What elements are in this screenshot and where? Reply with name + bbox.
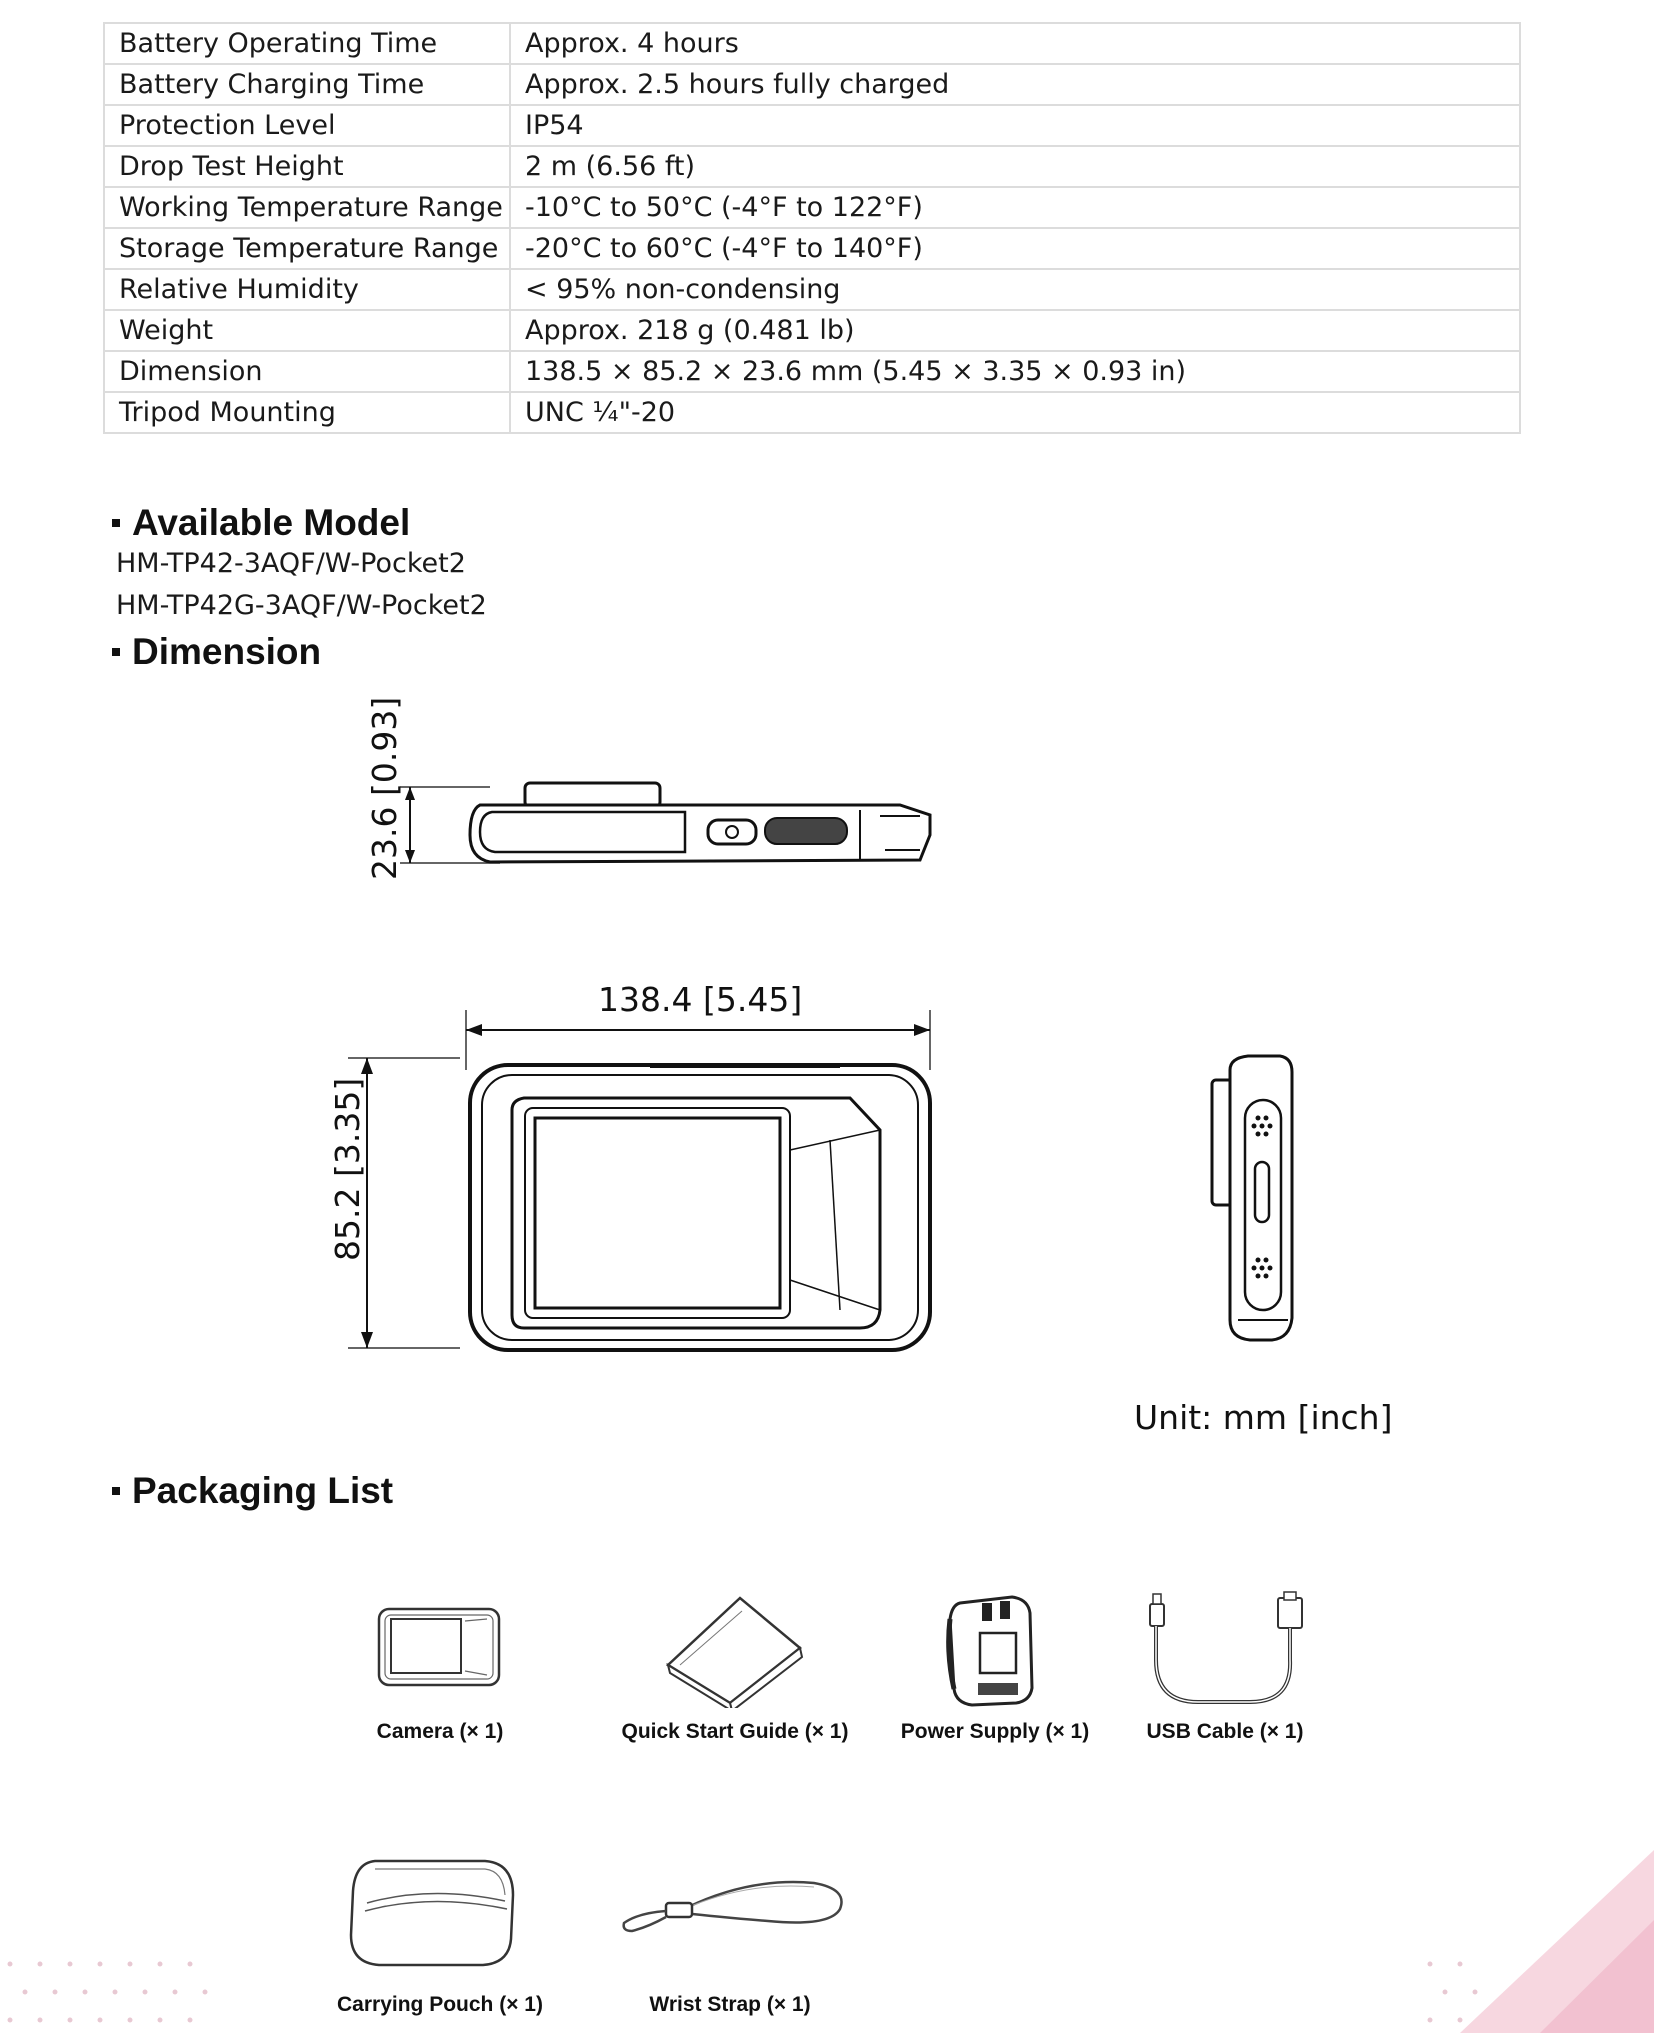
spec-key: Weight [104,310,510,351]
spec-value: Approx. 2.5 hours fully charged [510,64,1520,105]
power-adapter-icon [942,1593,1042,1708]
width-dimension-label: 138.4 [5.45] [598,980,803,1019]
spec-key: Tripod Mounting [104,392,510,433]
wrist-strap-icon [618,1875,848,1945]
model-item: HM-TP42G-3AQF/W-Pocket2 [116,590,487,621]
spec-value: Approx. 218 g (0.481 lb) [510,310,1520,351]
packaging-item-label: Wrist Strap (× 1) [649,1993,811,2016]
spec-key: Protection Level [104,105,510,146]
packaging-item-label: USB Cable (× 1) [1146,1720,1304,1743]
thickness-dimension-label: 23.6 [0.93] [365,696,404,880]
bullet-icon [112,648,120,656]
dot-pattern-decoration [1420,1950,1540,2033]
dimension-title: Dimension [132,631,322,672]
spec-value: Approx. 4 hours [510,23,1520,64]
available-model-title: Available Model [132,502,411,543]
table-row [104,269,1520,310]
spec-key: Battery Charging Time [104,64,510,105]
table-row [104,351,1520,392]
pouch-icon [345,1855,520,1970]
table-row [104,228,1520,269]
spec-key: Storage Temperature Range [104,228,510,269]
device-front-view-drawing [340,1010,960,1370]
table-row [104,392,1520,433]
available-model-heading [112,502,410,544]
booklet-icon [660,1593,810,1708]
usb-cable-icon [1140,1590,1310,1710]
spec-key: Relative Humidity [104,269,510,310]
camera-icon [375,1605,505,1690]
table-row [104,187,1520,228]
spec-value: < 95% non-condensing [510,269,1520,310]
spec-value: 138.5 × 85.2 × 23.6 mm (5.45 × 3.35 × 0.93 in) [510,351,1520,392]
packaging-item-label: Quick Start Guide (× 1) [621,1720,849,1743]
table-row [104,23,1520,64]
spec-key: Battery Operating Time [104,23,510,64]
table-row [104,310,1520,351]
bullet-icon [112,519,120,527]
device-top-view-drawing [360,696,940,890]
table-row [104,64,1520,105]
packaging-list-heading [112,1470,393,1512]
spec-value: -10°C to 50°C (-4°F to 122°F) [510,187,1520,228]
packaging-list-title: Packaging List [132,1470,394,1511]
spec-key: Drop Test Height [104,146,510,187]
spec-value: -20°C to 60°C (-4°F to 140°F) [510,228,1520,269]
table-row [104,105,1520,146]
device-side-view-drawing [1200,1050,1320,1350]
bullet-icon [112,1487,120,1495]
spec-key: Working Temperature Range [104,187,510,228]
spec-table [103,22,1521,434]
model-item: HM-TP42-3AQF/W-Pocket2 [116,548,466,579]
packaging-item-label: Carrying Pouch (× 1) [337,1993,543,2016]
dot-pattern-decoration [0,1950,260,2033]
spec-value: UNC ¼"-20 [510,392,1520,433]
height-dimension-label: 85.2 [3.35] [328,1077,367,1261]
spec-key: Dimension [104,351,510,392]
packaging-item-label: Power Supply (× 1) [900,1720,1090,1743]
unit-label: Unit: mm [inch] [1134,1398,1393,1437]
spec-value: IP54 [510,105,1520,146]
packaging-item-label: Camera (× 1) [376,1720,504,1743]
spec-value: 2 m (6.56 ft) [510,146,1520,187]
dimension-heading [112,631,321,673]
table-row [104,146,1520,187]
